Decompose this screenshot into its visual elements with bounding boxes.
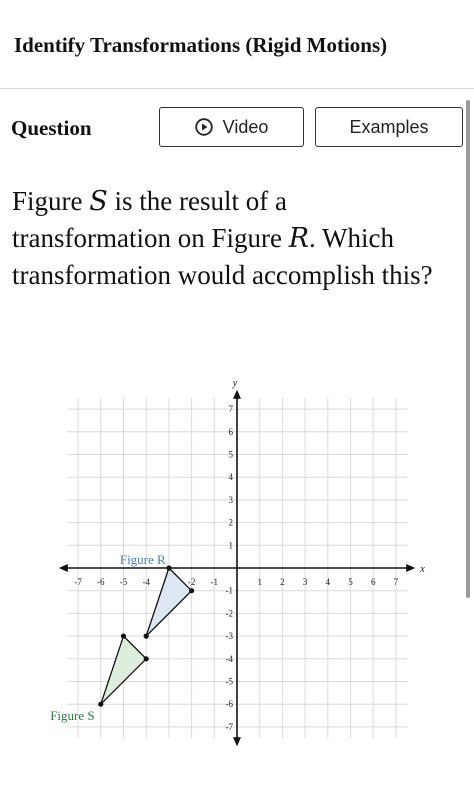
y-axis-arrow-down	[233, 737, 241, 746]
y-tick-label: 7	[228, 404, 233, 415]
y-tick-label: -7	[225, 721, 233, 732]
figure-s-label: Figure S	[50, 708, 95, 724]
x-tick-label: -5	[119, 577, 128, 587]
figure-s-variable: S	[89, 186, 108, 217]
y-tick-label: 5	[228, 449, 233, 460]
figure-r-vertex	[189, 588, 194, 593]
y-axis-arrow-up	[233, 390, 241, 399]
x-axis-arrow-left	[59, 564, 68, 572]
play-circle-icon	[195, 118, 213, 136]
x-tick-label: -2	[187, 577, 196, 587]
x-tick-label: 2	[280, 577, 285, 587]
y-tick-label: 1	[228, 540, 233, 551]
figure-s-vertex	[98, 702, 103, 707]
examples-button[interactable]	[315, 107, 463, 147]
figure-s-vertex	[144, 656, 149, 661]
x-tick-label: 5	[348, 577, 353, 587]
y-tick-label: -2	[225, 608, 233, 619]
y-tick-label: -6	[225, 699, 233, 710]
x-axis-label: x	[420, 564, 425, 575]
x-tick-label: -6	[97, 577, 105, 587]
y-tick-label: 6	[228, 426, 233, 437]
y-tick-label: -1	[225, 585, 233, 596]
video-button-label: Video	[222, 116, 269, 137]
x-tick-label: 7	[393, 577, 399, 587]
y-tick-label: -3	[225, 631, 233, 642]
figure-r-vertex	[144, 634, 149, 639]
x-tick-label: 3	[302, 577, 308, 587]
question-text-part: is the result of a transformation on Figure	[12, 186, 289, 253]
question-text	[12, 183, 452, 294]
examples-button-label: Examples	[349, 116, 429, 137]
x-tick-label: -1	[210, 577, 219, 587]
x-tick-label: 6	[370, 577, 376, 587]
coordinate-graph	[0, 375, 474, 750]
page-title: Identify Transformations (Rigid Motions)	[14, 33, 388, 57]
y-tick-label: -4	[225, 653, 233, 664]
y-tick-label: -5	[225, 676, 233, 687]
y-tick-label: 3	[228, 494, 233, 505]
x-tick-label: -4	[142, 577, 150, 587]
question-text-part: . Which transformation would accomplish this?	[12, 223, 433, 290]
x-axis-arrow-right	[406, 564, 415, 572]
figure-r-label: Figure R	[119, 552, 166, 567]
figure-r-variable: R	[288, 223, 310, 254]
x-tick-label: 1	[257, 577, 262, 587]
y-tick-label: 2	[228, 517, 233, 528]
figure-r-vertex	[166, 565, 171, 570]
video-button[interactable]	[159, 107, 304, 147]
y-tick-label: 4	[228, 472, 233, 483]
x-tick-label: 4	[325, 577, 331, 587]
page-header	[0, 0, 474, 89]
question-text-part: Figure	[12, 186, 90, 216]
question-label: Question	[11, 116, 92, 140]
figure-s-vertex	[121, 634, 126, 639]
x-tick-label: -7	[74, 577, 82, 587]
y-axis-label: y	[232, 377, 238, 389]
